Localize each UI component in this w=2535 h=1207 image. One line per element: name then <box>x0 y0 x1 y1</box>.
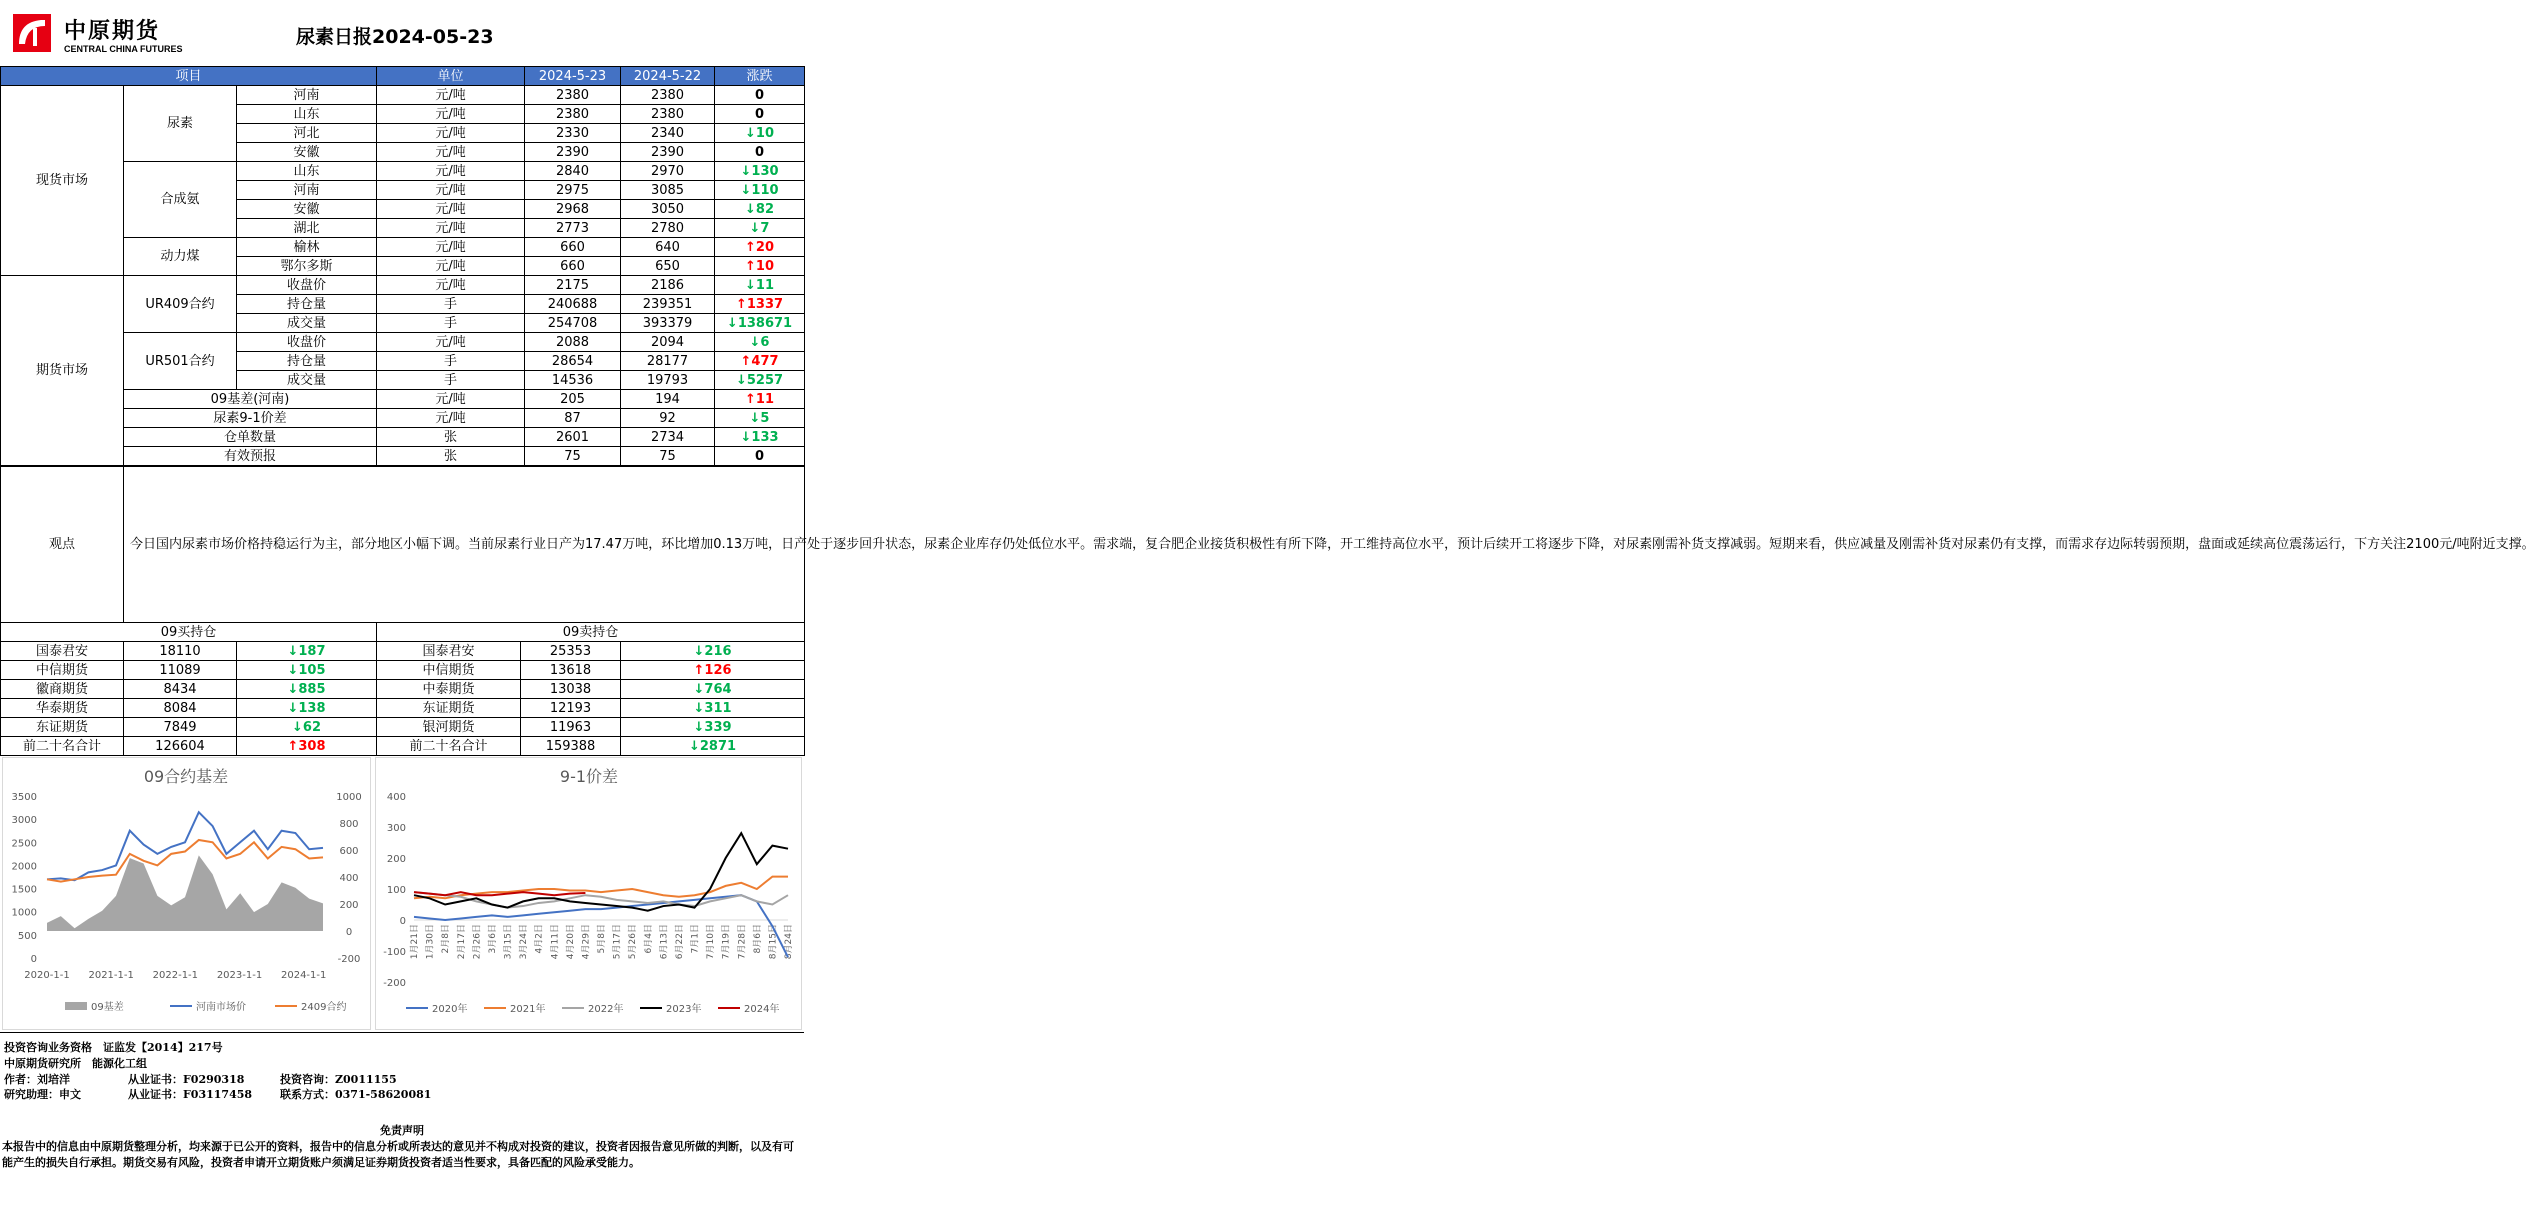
unit-cell: 元/吨 <box>377 238 525 257</box>
item-cell: 收盘价 <box>237 333 377 352</box>
value-prev-cell: 239351 <box>621 295 715 314</box>
item-cell: 榆林 <box>237 238 377 257</box>
footer-advisory-cert: 投资咨询：Z0011155 <box>280 1073 397 1086</box>
change-cell: ↑10 <box>715 257 805 276</box>
legend-label: 09基差 <box>91 1002 124 1013</box>
view-section <box>0 466 2535 623</box>
unit-cell: 元/吨 <box>377 333 525 352</box>
header-date-prev: 2024-5-22 <box>621 67 715 86</box>
value-prev-cell: 393379 <box>621 314 715 333</box>
sell-volume: 11963 <box>521 718 621 737</box>
item-cell: 山东 <box>237 105 377 124</box>
sell-volume: 25353 <box>521 642 621 661</box>
unit-cell: 张 <box>377 428 525 447</box>
sell-change: ↓2871 <box>621 737 805 756</box>
series-line-2021年 <box>414 877 788 899</box>
sell-change: ↓339 <box>621 718 805 737</box>
change-cell: ↓10 <box>715 124 805 143</box>
value-today-cell: 2968 <box>525 200 621 219</box>
value-prev-cell: 28177 <box>621 352 715 371</box>
y-tick-label: 3000 <box>11 815 37 827</box>
y-tick-label: -200 <box>383 978 406 989</box>
position-row <box>1 699 805 718</box>
disclaimer <box>2 1123 802 1171</box>
x-tick-label: 5月26日 <box>628 924 639 960</box>
unit-cell: 手 <box>377 352 525 371</box>
product-group-label: UR409合约 <box>124 276 237 333</box>
value-today-cell: 2330 <box>525 124 621 143</box>
x-tick-label: 4月20日 <box>565 924 576 960</box>
x-tick-label: 3月15日 <box>503 924 514 960</box>
x-tick-label: 6月22日 <box>674 924 685 960</box>
y2-tick-label: 600 <box>339 846 359 857</box>
value-prev-cell: 3085 <box>621 181 715 200</box>
change-cell: ↓133 <box>715 428 805 447</box>
sell-change: ↓764 <box>621 680 805 699</box>
item-cell: 湖北 <box>237 219 377 238</box>
value-prev-cell: 650 <box>621 257 715 276</box>
value-today-cell: 240688 <box>525 295 621 314</box>
product-group-label: UR501合约 <box>124 333 237 390</box>
legend-label: 2022年 <box>588 1004 624 1015</box>
view-label: 观点 <box>1 467 124 623</box>
footer-author-cert: 从业证书：F0290318 <box>128 1073 245 1086</box>
value-prev-cell: 2340 <box>621 124 715 143</box>
change-cell: ↓11 <box>715 276 805 295</box>
x-tick-label: 2020-1-1 <box>24 970 70 981</box>
chart-title: 9-1价差 <box>559 767 619 786</box>
y-tick-label: 0 <box>399 916 406 927</box>
change-cell: 0 <box>715 447 805 466</box>
report-header <box>0 0 804 66</box>
unit-cell: 元/吨 <box>377 124 525 143</box>
unit-cell: 元/吨 <box>377 162 525 181</box>
unit-cell: 手 <box>377 371 525 390</box>
change-cell: 0 <box>715 105 805 124</box>
spread-chart <box>375 757 802 1030</box>
change-cell: ↑477 <box>715 352 805 371</box>
value-today-cell: 660 <box>525 238 621 257</box>
value-today-cell: 28654 <box>525 352 621 371</box>
buy-volume: 7849 <box>124 718 237 737</box>
value-today-cell: 254708 <box>525 314 621 333</box>
header-date-today: 2024-5-23 <box>525 67 621 86</box>
value-today-cell: 2975 <box>525 181 621 200</box>
item-cell: 成交量 <box>237 314 377 333</box>
series-line-2023年 <box>414 833 788 911</box>
value-prev-cell: 2380 <box>621 105 715 124</box>
value-prev-cell: 640 <box>621 238 715 257</box>
position-row <box>1 680 805 699</box>
value-prev-cell: 19793 <box>621 371 715 390</box>
legend-label: 2024年 <box>744 1004 780 1015</box>
buy-broker: 华泰期货 <box>1 699 124 718</box>
value-today-cell: 75 <box>525 447 621 466</box>
buy-broker: 中信期货 <box>1 661 124 680</box>
change-cell: ↓130 <box>715 162 805 181</box>
x-tick-label: 8月15日 <box>768 924 779 960</box>
footer-institute: 中原期货研究所 能源化工组 <box>4 1057 147 1070</box>
value-today-cell: 2088 <box>525 333 621 352</box>
position-row <box>1 661 805 680</box>
buy-volume: 18110 <box>124 642 237 661</box>
item-cell: 仓单数量 <box>124 428 377 447</box>
basis-chart-svg <box>3 758 370 1029</box>
unit-cell: 元/吨 <box>377 409 525 428</box>
item-cell: 尿素9-1价差 <box>124 409 377 428</box>
sell-broker: 中信期货 <box>377 661 521 680</box>
position-table <box>0 622 805 756</box>
y-tick-label: 200 <box>386 854 406 865</box>
buy-position-title: 09买持仓 <box>1 623 377 642</box>
value-today-cell: 87 <box>525 409 621 428</box>
change-cell: ↑1337 <box>715 295 805 314</box>
value-today-cell: 205 <box>525 390 621 409</box>
sell-volume: 13038 <box>521 680 621 699</box>
product-group-label: 动力煤 <box>124 238 237 276</box>
buy-volume: 8084 <box>124 699 237 718</box>
x-tick-label: 2023-1-1 <box>216 970 263 981</box>
item-cell: 安徽 <box>237 200 377 219</box>
y-tick-label: 2000 <box>11 861 37 873</box>
value-prev-cell: 194 <box>621 390 715 409</box>
unit-cell: 手 <box>377 295 525 314</box>
unit-cell: 元/吨 <box>377 257 525 276</box>
x-tick-label: 2月26日 <box>472 924 483 960</box>
item-cell: 收盘价 <box>237 276 377 295</box>
x-tick-label: 8月6日 <box>752 924 763 954</box>
unit-cell: 元/吨 <box>377 105 525 124</box>
footer-assistant-cert: 从业证书：F03117458 <box>128 1088 253 1101</box>
footer-author: 作者：刘培洋 <box>4 1073 70 1086</box>
change-cell: ↓5257 <box>715 371 805 390</box>
item-cell: 持仓量 <box>237 352 377 371</box>
buy-change: ↓105 <box>237 661 377 680</box>
footer-divider <box>0 1032 804 1033</box>
buy-broker: 徽商期货 <box>1 680 124 699</box>
sell-change: ↑126 <box>621 661 805 680</box>
change-cell: ↓6 <box>715 333 805 352</box>
x-tick-label: 7月10日 <box>706 924 717 960</box>
sell-broker: 国泰君安 <box>377 642 521 661</box>
product-group-label: 尿素 <box>124 86 237 162</box>
x-tick-label: 3月24日 <box>519 924 530 960</box>
item-cell: 山东 <box>237 162 377 181</box>
x-tick-label: 7月19日 <box>721 924 732 960</box>
value-prev-cell: 2186 <box>621 276 715 295</box>
legend-swatch <box>65 1002 87 1010</box>
unit-cell: 张 <box>377 447 525 466</box>
item-cell: 河南 <box>237 86 377 105</box>
x-tick-label: 6月4日 <box>643 924 654 954</box>
value-prev-cell: 2970 <box>621 162 715 181</box>
unit-cell: 手 <box>377 314 525 333</box>
unit-cell: 元/吨 <box>377 219 525 238</box>
x-tick-label: 6月13日 <box>659 924 670 960</box>
y-tick-label: 500 <box>17 930 37 942</box>
x-tick-label: 5月8日 <box>597 924 607 954</box>
table-header-row <box>1 67 805 86</box>
x-tick-label: 2021-1-1 <box>88 970 134 981</box>
y2-tick-label: 1000 <box>336 792 362 803</box>
sell-position-title: 09卖持仓 <box>377 623 805 642</box>
basis-chart <box>2 757 371 1030</box>
buy-change: ↑308 <box>237 737 377 756</box>
buy-broker: 前二十名合计 <box>1 737 124 756</box>
value-today-cell: 14536 <box>525 371 621 390</box>
item-cell: 成交量 <box>237 371 377 390</box>
y2-tick-label: 200 <box>339 900 359 911</box>
footer-contact: 联系方式：0371-58620081 <box>280 1088 432 1101</box>
disclaimer-text: 本报告中的信息由中原期货整理分析，均来源于已公开的资料，报告中的信息分析或所表达的意见并不构成对投资的建议，投资者因报告意见所做的判断，以及有可能产生的损失自行承担。期货交易有风险，投资者申请开立期货账户须满足证券期货投资者适当性要求，具备匹配的风险承受能力。 <box>2 1140 794 1169</box>
header-change: 涨跌 <box>715 67 805 86</box>
product-group-label: 合成氨 <box>124 162 237 238</box>
sell-broker: 前二十名合计 <box>377 737 521 756</box>
unit-cell: 元/吨 <box>377 390 525 409</box>
value-prev-cell: 75 <box>621 447 715 466</box>
value-prev-cell: 3050 <box>621 200 715 219</box>
report-title: 尿素日报2024-05-23 <box>296 26 494 48</box>
change-cell: ↑20 <box>715 238 805 257</box>
buy-volume: 8434 <box>124 680 237 699</box>
series-line-2409合约 <box>47 840 323 882</box>
legend-label: 2409合约 <box>301 1002 347 1013</box>
footer-qualification: 投资咨询业务资格 证监发【2014】217号 <box>4 1041 223 1054</box>
item-cell: 有效预报 <box>124 447 377 466</box>
value-today-cell: 660 <box>525 257 621 276</box>
company-name-cn: 中原期货 <box>64 18 161 44</box>
x-tick-label: 2月8日 <box>441 924 452 954</box>
x-tick-label: 8月24日 <box>784 924 794 960</box>
series-area-09基差 <box>47 855 323 931</box>
price-table <box>0 66 805 466</box>
buy-change: ↓187 <box>237 642 377 661</box>
y-tick-label: -100 <box>383 947 406 958</box>
chart-title: 09合约基差 <box>143 767 229 786</box>
table-row <box>1 276 805 295</box>
buy-change: ↓885 <box>237 680 377 699</box>
sell-broker: 东证期货 <box>377 699 521 718</box>
x-tick-label: 7月1日 <box>690 924 701 954</box>
x-tick-label: 2月17日 <box>456 924 467 960</box>
position-row <box>1 718 805 737</box>
value-prev-cell: 92 <box>621 409 715 428</box>
unit-cell: 元/吨 <box>377 86 525 105</box>
disclaimer-title: 免责声明 <box>380 1124 424 1137</box>
position-row <box>1 642 805 661</box>
change-cell: ↓5 <box>715 409 805 428</box>
change-cell: ↑11 <box>715 390 805 409</box>
y-tick-label: 0 <box>30 954 37 965</box>
sell-broker: 中泰期货 <box>377 680 521 699</box>
sell-change: ↓311 <box>621 699 805 718</box>
table-row <box>1 86 805 105</box>
x-tick-label: 4月29日 <box>581 924 592 960</box>
buy-volume: 11089 <box>124 661 237 680</box>
item-cell: 安徽 <box>237 143 377 162</box>
y2-tick-label: -200 <box>337 954 361 965</box>
y-tick-label: 400 <box>386 792 406 803</box>
x-tick-label: 5月17日 <box>612 924 623 960</box>
value-prev-cell: 2734 <box>621 428 715 447</box>
value-prev-cell: 2390 <box>621 143 715 162</box>
legend-label: 2021年 <box>510 1004 546 1015</box>
y-tick-label: 2500 <box>11 838 37 850</box>
value-today-cell: 2380 <box>525 86 621 105</box>
value-today-cell: 2601 <box>525 428 621 447</box>
x-tick-label: 2022-1-1 <box>152 970 199 981</box>
sell-broker: 银河期货 <box>377 718 521 737</box>
company-logo-icon <box>13 14 51 52</box>
value-today-cell: 2390 <box>525 143 621 162</box>
buy-volume: 126604 <box>124 737 237 756</box>
y2-tick-label: 0 <box>345 927 353 938</box>
item-cell: 09基差(河南) <box>124 390 377 409</box>
x-tick-label: 4月2日 <box>534 924 545 954</box>
change-cell: 0 <box>715 86 805 105</box>
item-cell: 河南 <box>237 181 377 200</box>
charts-area <box>0 757 804 1030</box>
legend-label: 河南市场价 <box>196 1002 246 1013</box>
view-text: 今日国内尿素市场价格持稳运行为主，部分地区小幅下调。当前尿素行业日产为17.47万吨，环比增加0.13万吨，日产处于逐步回升状态，尿素企业库存仍处低位水平。需求端，复合肥企业接货积极性有所下降，开工维持高位水平，预计后续开工将逐步下降，对尿素刚需补货支撑减弱。短期来看，供应减量及刚需补货对尿素仍有支撑，而需求存边际转弱预期，盘面或延续高位震荡运行，下方关注2100元/吨附近支撑。 <box>124 467 805 623</box>
header-item: 项目 <box>1 67 377 86</box>
y-tick-label: 300 <box>386 823 406 834</box>
sell-change: ↓216 <box>621 642 805 661</box>
value-today-cell: 2840 <box>525 162 621 181</box>
x-tick-label: 1月30日 <box>425 924 436 960</box>
x-tick-label: 4月11日 <box>550 924 561 960</box>
spread-chart-svg <box>376 758 801 1029</box>
buy-broker: 国泰君安 <box>1 642 124 661</box>
position-row <box>1 737 805 756</box>
item-cell: 河北 <box>237 124 377 143</box>
x-tick-label: 3月6日 <box>487 924 498 954</box>
item-cell: 鄂尔多斯 <box>237 257 377 276</box>
y2-tick-label: 800 <box>339 819 359 830</box>
item-cell: 持仓量 <box>237 295 377 314</box>
y-tick-label: 1500 <box>11 884 37 896</box>
y-tick-label: 3500 <box>11 792 37 803</box>
value-today-cell: 2773 <box>525 219 621 238</box>
change-cell: ↓110 <box>715 181 805 200</box>
legend-label: 2023年 <box>666 1004 702 1015</box>
legend-label: 2020年 <box>432 1004 468 1015</box>
sell-volume: 13618 <box>521 661 621 680</box>
change-cell: 0 <box>715 143 805 162</box>
x-tick-label: 2024-1-1 <box>280 970 327 981</box>
buy-change: ↓138 <box>237 699 377 718</box>
x-tick-label: 7月28日 <box>737 924 748 960</box>
y-tick-label: 100 <box>386 885 406 896</box>
value-prev-cell: 2380 <box>621 86 715 105</box>
value-today-cell: 2380 <box>525 105 621 124</box>
market-group-label: 现货市场 <box>1 86 124 276</box>
unit-cell: 元/吨 <box>377 181 525 200</box>
company-name-en: CENTRAL CHINA FUTURES <box>64 44 183 54</box>
change-cell: ↓7 <box>715 219 805 238</box>
value-today-cell: 2175 <box>525 276 621 295</box>
footer-assistant: 研究助理：申文 <box>4 1088 81 1101</box>
value-prev-cell: 2780 <box>621 219 715 238</box>
change-cell: ↓138671 <box>715 314 805 333</box>
x-tick-label: 1月21日 <box>410 924 420 960</box>
value-prev-cell: 2094 <box>621 333 715 352</box>
sell-volume: 159388 <box>521 737 621 756</box>
y2-tick-label: 400 <box>339 873 359 884</box>
buy-change: ↓62 <box>237 718 377 737</box>
buy-broker: 东证期货 <box>1 718 124 737</box>
market-group-label: 期货市场 <box>1 276 124 466</box>
header-unit: 单位 <box>377 67 525 86</box>
y-tick-label: 1000 <box>11 907 37 919</box>
change-cell: ↓82 <box>715 200 805 219</box>
unit-cell: 元/吨 <box>377 276 525 295</box>
sell-volume: 12193 <box>521 699 621 718</box>
unit-cell: 元/吨 <box>377 143 525 162</box>
unit-cell: 元/吨 <box>377 200 525 219</box>
